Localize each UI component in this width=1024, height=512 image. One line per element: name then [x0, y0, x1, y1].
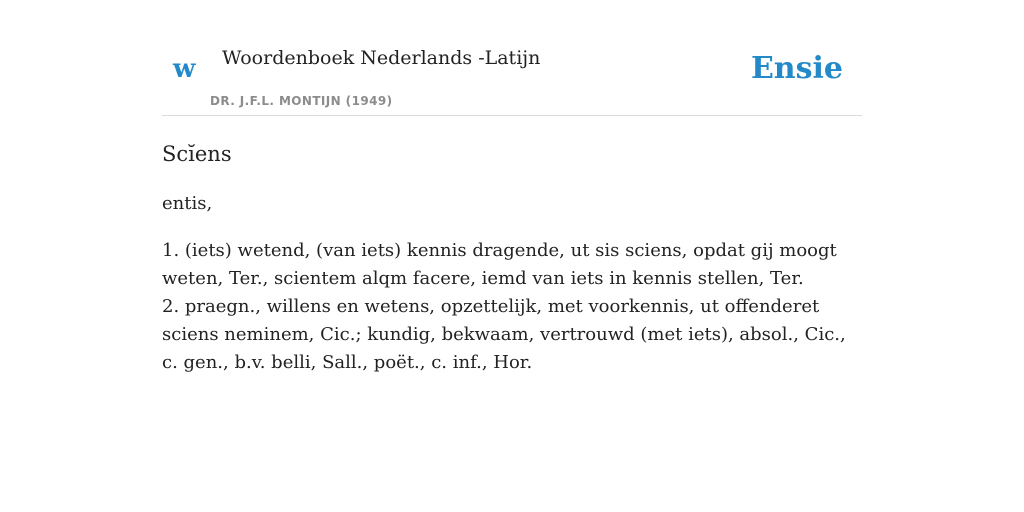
entry-sense-1: 1. (iets) wetend, (van iets) kennis dragende, ut sis sciens, opdat gij moogt weten, Ter., scientem alqm facere, iemd van iets in kennis stellen, Ter. — [162, 240, 837, 289]
page-content — [162, 0, 862, 373]
woordenboek-logo-icon[interactable]: w — [173, 54, 196, 84]
entry-sense-2: 2. praegn., willens en wetens, opzettelijk, met voorkennis, ut offenderet sciens neminem, Cic.; kundig, bekwaam, vertrouwd (met iets), absol., Cic., c. gen., b.v. belli, Sall., poët., c. inf., Hor. — [162, 296, 846, 373]
entry-senses — [162, 237, 862, 377]
ensie-brand-logo[interactable]: Ensie — [750, 51, 843, 86]
entry-body — [162, 190, 862, 377]
dictionary-title-link[interactable]: Woordenboek Nederlands -Latijn — [222, 47, 541, 69]
dictionary-author: DR. J.F.L. MONTIJN (1949) — [210, 94, 393, 108]
entry-title: Scĭens — [162, 142, 232, 166]
entry-grammar: entis, — [162, 193, 213, 214]
dictionary-header — [162, 0, 862, 116]
